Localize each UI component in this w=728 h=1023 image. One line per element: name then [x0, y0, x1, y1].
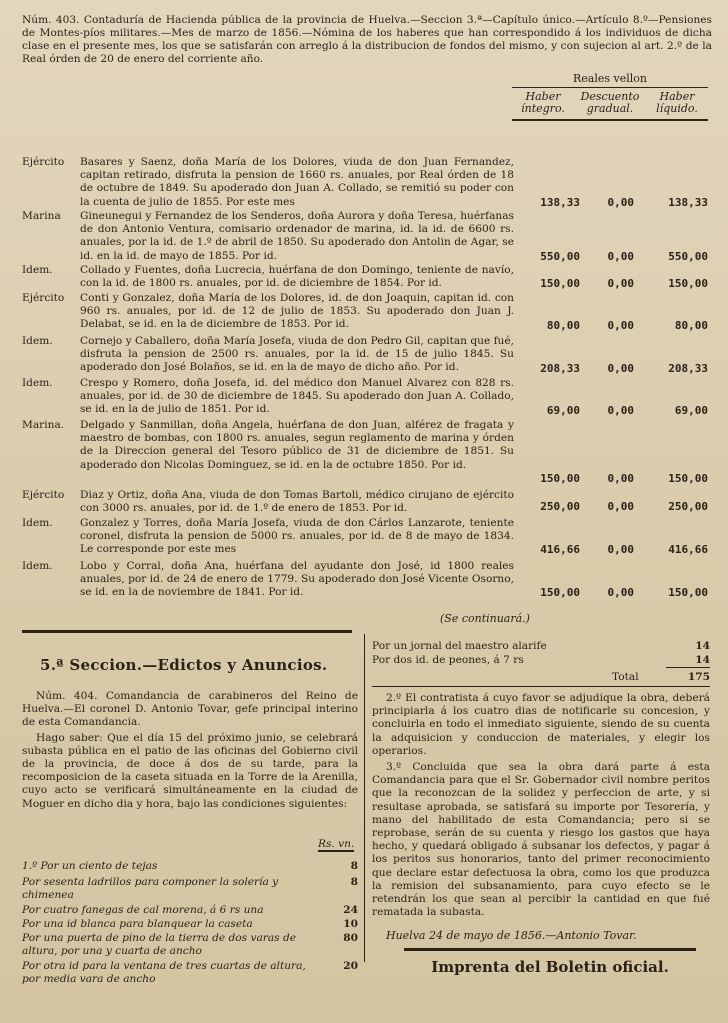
entry-discount: 0,00	[607, 500, 634, 513]
entry-net: 250,00	[668, 500, 708, 513]
continued-note: (Se continuará.)	[440, 612, 530, 625]
entry-gross: 69,00	[546, 404, 580, 417]
cost-label: Por sesenta ladrillos para componer la solería y chimenea	[22, 876, 279, 901]
cost-label: Por dos id. de peones, á 7 rs	[372, 654, 524, 666]
entry-net: 208,33	[668, 362, 708, 375]
entry-text: Gonzalez y Torres, doña María Josefa, viuda de don Cárlos Lanzarote, teniente coronel, disfruta la pension de 5000 rs. anuales, por id. de 8 de mayo de 1834. Le corresponde por este mes	[80, 517, 514, 556]
entry-branch: Idem.	[22, 560, 53, 572]
entry-text: Conti y Gonzalez, doña María de los Dolores, id. de don Joaquin, capitan id. con 960 rs. anuales, por id. de 12 de julio de 1853. Su apoderado don Juan J. Delabat, se id. en la de diciembre de 1853. Por id.	[80, 292, 514, 331]
condition-3: 3.º Concluida que sea la obra dará parte á esta Comandancia para que el Sr. Gobernador civil nombre peritos que la reconozcan de la solidez y perfeccion de arte, y si resultase aprobada, se satisfará su importe por Tesorería, y mano del habilitado de esta Comandancia; pero si se reprobase, serán de su cuenta y riesgo los gastos que haya hecho, y quedará obligado á subsanar los defectos, y pagar á los peritos sus honorarios, tanto del primer reconocimiento que declare estar defectuosa la obra, como los que produzca la remision del subsanamiento, para cuyo efecto se le retendrán los que sean al percibir la cantidad en que fué rematada la subasta.	[372, 761, 710, 919]
signature-line: Huelva 24 de mayo de 1856.—Antonio Tovar.	[386, 929, 637, 942]
entry-branch: Ejército	[22, 156, 65, 168]
total-value: 175	[687, 671, 710, 683]
pension-entry	[22, 335, 514, 375]
entry-gross: 416,66	[540, 543, 580, 556]
announcement-body	[22, 690, 358, 813]
cost-value: 14	[695, 654, 710, 666]
total-label: Total	[612, 671, 639, 683]
entry-text: Delgado y Sanmillan, doña Angela, huérfana de don Juan, alférez de fragata y maestro de bombas, con 1800 rs. anuales, segun reglamento de marina y órden de la Direccion general del Tesoro público de 31 de diciembre de 1851. Su apoderado don Nicolas Dominguez, se id. en la de octubre 1850. Por id.	[80, 419, 514, 471]
entry-branch: Marina	[22, 210, 61, 222]
pension-entry	[22, 377, 514, 417]
entry-text: Crespo y Romero, doña Josefa, id. del médico don Manuel Alvarez con 828 rs. anuales, por id. de 30 de diciembre de 1845. Su apoderado don Juan A. Collado, se id. en la de julio de 1851. Por id.	[80, 377, 514, 416]
entry-net: 150,00	[668, 586, 708, 599]
entry-gross: 250,00	[540, 500, 580, 513]
entry-text: Diaz y Ortiz, doña Ana, viuda de don Tomas Bartoli, médico cirujano de ejército con 3000 rs. anuales, por id. de 1.º de enero de 1853. Por id.	[80, 489, 514, 515]
entry-branch: Ejército	[22, 292, 65, 304]
entry-discount: 0,00	[607, 404, 634, 417]
announcement-heading: Núm. 404. Comandancia de carabineros del Reino de Huelva.—El coronel D. Antonio Tovar, gefe principal interino de esta Comandancia.	[22, 690, 358, 729]
cost-value: 14	[695, 640, 710, 652]
cost-value: 20	[343, 960, 358, 972]
section-title: 5.ª Seccion.—Edictos y Anuncios.	[40, 656, 328, 674]
total-rule	[372, 686, 710, 687]
entry-discount: 0,00	[607, 586, 634, 599]
entry-net: 150,00	[668, 472, 708, 485]
cost-line	[22, 932, 358, 957]
cost-line	[372, 640, 710, 652]
pension-entry	[22, 292, 514, 332]
cost-value: 8	[350, 876, 358, 888]
cost-label: Por cuatro fanegas de cal morena, á 6 rs una	[22, 904, 264, 916]
pension-entry	[22, 210, 514, 263]
entry-gross: 80,00	[546, 319, 580, 332]
entry-discount: 0,00	[607, 277, 634, 290]
cost-label: Por un jornal del maestro alarife	[372, 640, 547, 652]
col-net-header: Haber líquido.	[656, 90, 698, 115]
imprint-rule	[404, 948, 696, 951]
entry-branch: Idem.	[22, 335, 53, 347]
cost-line	[22, 860, 358, 873]
nomina-intro: Núm. 403. Contaduría de Hacienda pública de la provincia de Huelva.—Seccion 3.ª—Capítulo único.—Artículo 8.º—Pensiones de Montes-píos militares.—Mes de marzo de 1856.—Nómina de los haberes que han correspondido á los individuos de dicha clase en el presente mes, los que se satisfarán con arreglo á la distribucion de fondos del mismo, y con sujecion al art. 2.º de la Real órden de 20 de enero del corriente año.	[22, 14, 712, 65]
entry-net: 416,66	[668, 543, 708, 556]
cost-line	[22, 918, 358, 931]
entry-net: 150,00	[668, 277, 708, 290]
col-discount-header: Descuento gradual.	[580, 90, 640, 115]
entry-gross: 208,33	[540, 362, 580, 375]
entry-gross: 150,00	[540, 277, 580, 290]
entry-branch: Idem.	[22, 264, 53, 276]
pension-entry	[22, 156, 514, 209]
entry-text: Lobo y Corral, doña Ana, huérfana del ayudante don José, id 1800 reales anuales, por id. de 24 de enero de 1779. Su apoderado don José Vicente Osorno, se id. en la de noviembre de 1841. Por id.	[80, 560, 514, 599]
pension-entry	[22, 560, 514, 600]
entry-branch: Idem.	[22, 517, 53, 529]
entry-net: 69,00	[674, 404, 708, 417]
sum-rule	[666, 667, 710, 668]
currency-header: Reales vellon	[512, 72, 708, 88]
cost-value: 80	[343, 932, 358, 944]
cost-value: 24	[343, 904, 358, 916]
entry-text: Gineunegui y Fernandez de los Senderos, doña Aurora y doña Teresa, huérfanas de don Antonio Ventura, comisario ordenador de marina, id. la id. de 6600 rs. anuales, por la id. de 1.º de abril de 1850. Su apoderado don Antolin de Agar, se id. en la id. de mayo de 1855. Por id.	[80, 210, 514, 262]
column-divider	[364, 634, 365, 962]
cost-label: Por una id blanca para blanquear la caseta	[22, 918, 253, 930]
cost-value: 10	[343, 918, 358, 930]
col-gross-header: Haber íntegro.	[521, 90, 565, 115]
condition-2: 2.º El contratista á cuyo favor se adjudique la obra, deberá principiarla á los cuatro dias de notificarle su concesion, y concluirla en todo el inmediato siguiente, siendo de su cuenta la adquisicion y conduccion de materiales, y elegir los operarios.	[372, 692, 710, 757]
cost-label: Por una puerta de pino de la tierra de dos varas de altura, por una y cuarta de ancho	[22, 932, 297, 957]
pension-entry	[22, 264, 514, 290]
entry-gross: 150,00	[540, 586, 580, 599]
entry-branch: Ejército	[22, 489, 65, 501]
entry-discount: 0,00	[607, 319, 634, 332]
conditions	[372, 692, 710, 922]
cost-line	[372, 654, 710, 666]
entry-discount: 0,00	[607, 472, 634, 485]
entry-text: Basares y Saenz, doña María de los Dolores, viuda de don Juan Fernandez, capitan retirado, disfruta la pension de 1660 rs. anuales, por Real órden de 18 de octubre de 1849. Su apoderado don Juan A. Collado, se remitió su poder con la cuenta de julio de 1855. Por este mes	[80, 156, 514, 208]
entry-discount: 0,00	[607, 362, 634, 375]
entry-branch: Idem.	[22, 377, 53, 389]
entry-gross: 550,00	[540, 250, 580, 263]
cost-line	[22, 904, 358, 917]
entry-net: 80,00	[674, 319, 708, 332]
cost-value: 8	[350, 860, 358, 872]
cost-line	[22, 876, 358, 901]
cost-column-header: Rs. vn.	[318, 838, 355, 850]
entry-discount: 0,00	[607, 250, 634, 263]
cost-line	[22, 960, 358, 985]
pension-entry	[22, 419, 514, 472]
entry-discount: 0,00	[607, 196, 634, 209]
printer-imprint: Imprenta del Boletin oficial.	[431, 958, 669, 976]
amounts-header	[512, 72, 708, 121]
entry-net: 138,33	[668, 196, 708, 209]
entry-branch: Marina.	[22, 419, 65, 431]
entry-gross: 150,00	[540, 472, 580, 485]
entry-gross: 138,33	[540, 196, 580, 209]
entry-discount: 0,00	[607, 543, 634, 556]
cost-label: Por otra id para la ventana de tres cuartas de altura, por media vara de ancho	[22, 960, 306, 985]
entry-net: 550,00	[668, 250, 708, 263]
pension-entry	[22, 489, 514, 515]
cost-label: 1.º Por un ciento de tejas	[22, 860, 158, 872]
entry-text: Collado y Fuentes, doña Lucrecia, huérfana de don Domingo, teniente de navío, con la id. de 1800 rs. anuales, por id. de diciembre de 1854. Por id.	[80, 264, 514, 290]
announcement-notice: Hago saber: Que el día 15 del próximo junio, se celebrará subasta pública en el patio de las oficinas del Gobierno civil de la provincia, de doce á dos de su tarde, para la recomposicion de la caseta situada en la Torre de la Arenilla, cuyo acto se verificará simultáneamente en la ciudad de Moguer en dicho dia y hora, bajo las condiciones siguientes:	[22, 731, 358, 810]
pension-entry	[22, 517, 514, 557]
section-divider	[22, 630, 352, 633]
entry-text: Cornejo y Caballero, doña María Josefa, viuda de don Pedro Gil, capitan que fué, disfruta la pension de 2500 rs. anuales, por la id. de 15 de julio 1845. Su apoderado don José Bolaños, se id. en la de mayo de dicho año. Por id.	[80, 335, 514, 374]
